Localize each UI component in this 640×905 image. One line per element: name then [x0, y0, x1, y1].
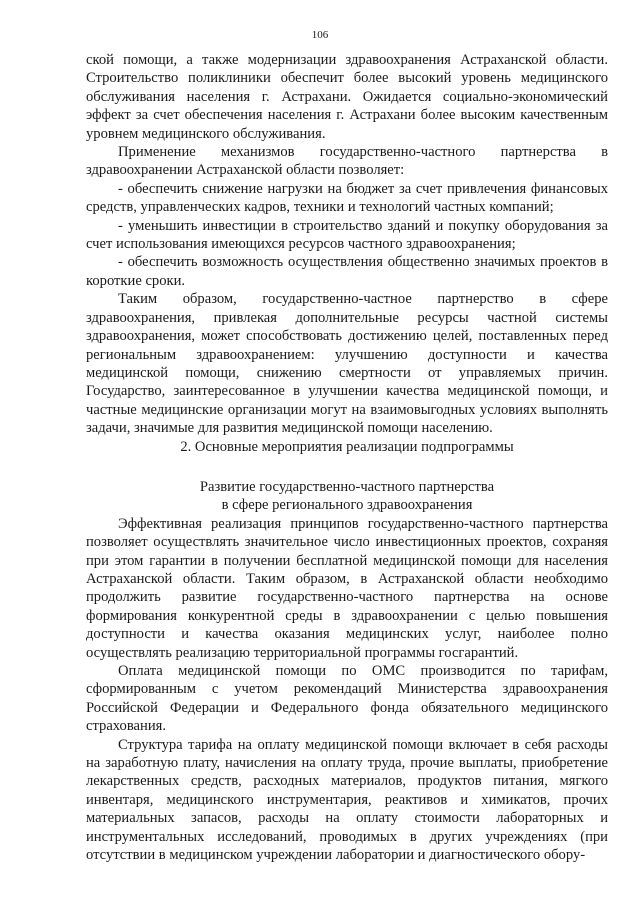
main-paragraph-1: Эффективная реализация принципов государственно-частного партнерства позволяет осуществлять значительное число инвестиционных проектов, сохраняя при этом гарантии в получении бесплатной медицинской помощи для населения Астраханской области. Таким образом, в Астраханской области необходимо продолжить развитие государственно-частного партнерства на основе формирования конкурентной среды в здравоохранении с целью повышения доступности и качества оказания медицинских услуг, наиболее полно осуществлять реализацию территориальной программы госгарантий.: [86, 515, 608, 661]
main-paragraph-2: Оплата медицинской помощи по ОМС производится по тарифам, сформированным с учетом рекомендаций Министерства здравоохранения Российской Федерации и Федерального фонда обязательного медицинского страхования.: [86, 663, 608, 735]
subsection-heading-line-2: в сфере регионального здравоохранения: [221, 497, 473, 514]
page-number: 106: [311, 29, 329, 41]
intro-paragraph-3: Таким образом, государственно-частное партнерство в сфере здравоохранения, привлекая дополнительные ресурсы частной системы здравоохранения, может способствовать достижению целей, поставленных перед региональным здравоохранением: улучшению доступности и качества медицинской помощи, снижению смертности от управляемых причин. Государство, заинтересованное в улучшении качества медицинской помощи, и частные медицинские организации могут на взаимовыгодных условиях выполнять задачи, значимые для развития медицинской помощи населению.: [86, 291, 608, 437]
intro-paragraph-2: Применение механизмов государственно-частного партнерства в здравоохранении Астраханской области позволяет:: [86, 144, 608, 179]
intro-paragraph-1: ской помощи, а также модернизации здравоохранения Астраханской области. Строительство поликлиники обеспечит более высокий уровень медицинского обслуживания населения г. Астрахани. Ожидается социально-экономический эффект за счет обеспечения населения г. Астрахани более высоким качественным уровнем медицинского обслуживания.: [86, 52, 608, 142]
section-heading: 2. Основные мероприятия реализации подпрограммы: [180, 438, 514, 455]
main-paragraph-3: Структура тарифа на оплату медицинской помощи включает в себя расходы на заработную плату, начисления на оплату труда, прочие выплаты, приобретение лекарственных средств, расходных материалов, продуктов питания, мягкого инвентаря, медицинского инструментария, реактивов и химикатов, прочих материальных запасов, расходы на оплату стоимости лабораторных и инструментальных исследований, проводимых в других учреждениях (при отсутствии в медицинском учреждении лаборатории и диагностического обору-: [86, 736, 608, 864]
bullet-item: - обеспечить снижение нагрузки на бюджет за счет привлечения финансовых средств, управленческих кадров, техники и технологий частных компаний;: [86, 180, 608, 216]
document-body: [86, 51, 608, 864]
bullet-item: - обеспечить возможность осуществления общественно значимых проектов в короткие сроки.: [86, 254, 608, 289]
subsection-heading: [86, 478, 608, 515]
subsection-heading-line-1: Развитие государственно-частного партнерства: [199, 478, 495, 495]
bullet-item: - уменьшить инвестиции в строительство зданий и покупку оборудования за счет использования имеющихся ресурсов частного здравоохранения;: [86, 217, 608, 253]
